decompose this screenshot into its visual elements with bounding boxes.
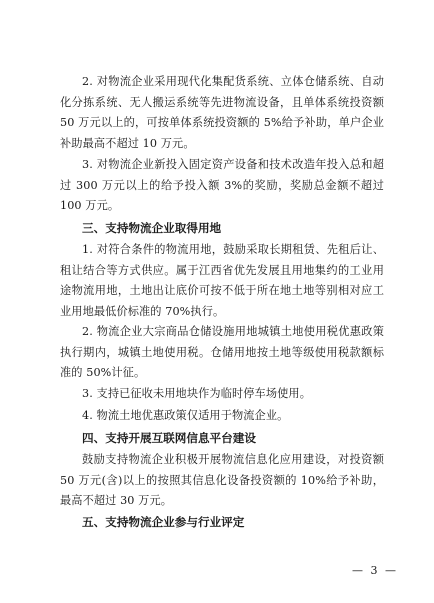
section-heading-land: 三、支持物流企业取得用地	[82, 221, 222, 235]
page-number: — 3 —	[352, 564, 398, 577]
paragraph-temporary-parking: 3. 支持已征收未用地块作为临时停车场使用。	[82, 387, 311, 400]
paragraph-investment-reward: 3. 对物流企业新投入固定资产设备和技术改造年投入总和超过 300 万元以上的给予投入额 3%的奖励，奖励总金额不超过 100 万元。	[60, 158, 384, 212]
paragraph-land-tax: 2. 物流企业大宗商品仓储设施用地城镇土地使用税优惠政策执行期内，城镇土地使用税。仓储用地按土地等级使用税款额标准的 50%计征。	[60, 325, 384, 379]
paragraph-informatization-subsidy: 鼓励支持物流企业积极开展物流信息化应用建设，对投资额 50 万元(含)以上的按照其信息化设备投资额的 10%给予补助，最高不超过 30 万元。	[60, 453, 384, 507]
paragraph-equipment-subsidy: 2. 对物流企业采用现代化集配货系统、立体仓储系统、自动化分拣系统、无人搬运系统等先进物流设备，且单体系统投资额 50 万元以上的，可按单体系统投资额的 5%给予补助，单户企业补助最高不超过 10 万元。	[60, 75, 384, 150]
section-heading-internet-platform: 四、支持开展互联网信息平台建设	[82, 431, 256, 445]
section-heading-industry-rating: 五、支持物流企业参与行业评定	[82, 515, 245, 529]
paragraph-land-policy-scope: 4. 物流土地优惠政策仅适用于物流企业。	[82, 409, 289, 422]
paragraph-land-supply: 1. 对符合条件的物流用地，鼓励采取长期租赁、先租后让、租让结合等方式供应。属于江西省优先发展且用地集约的工业用途物流用地，土地出让底价可按不低于所在地土地等别相对应工业用地最低价标准的 70%执行。	[60, 243, 384, 318]
